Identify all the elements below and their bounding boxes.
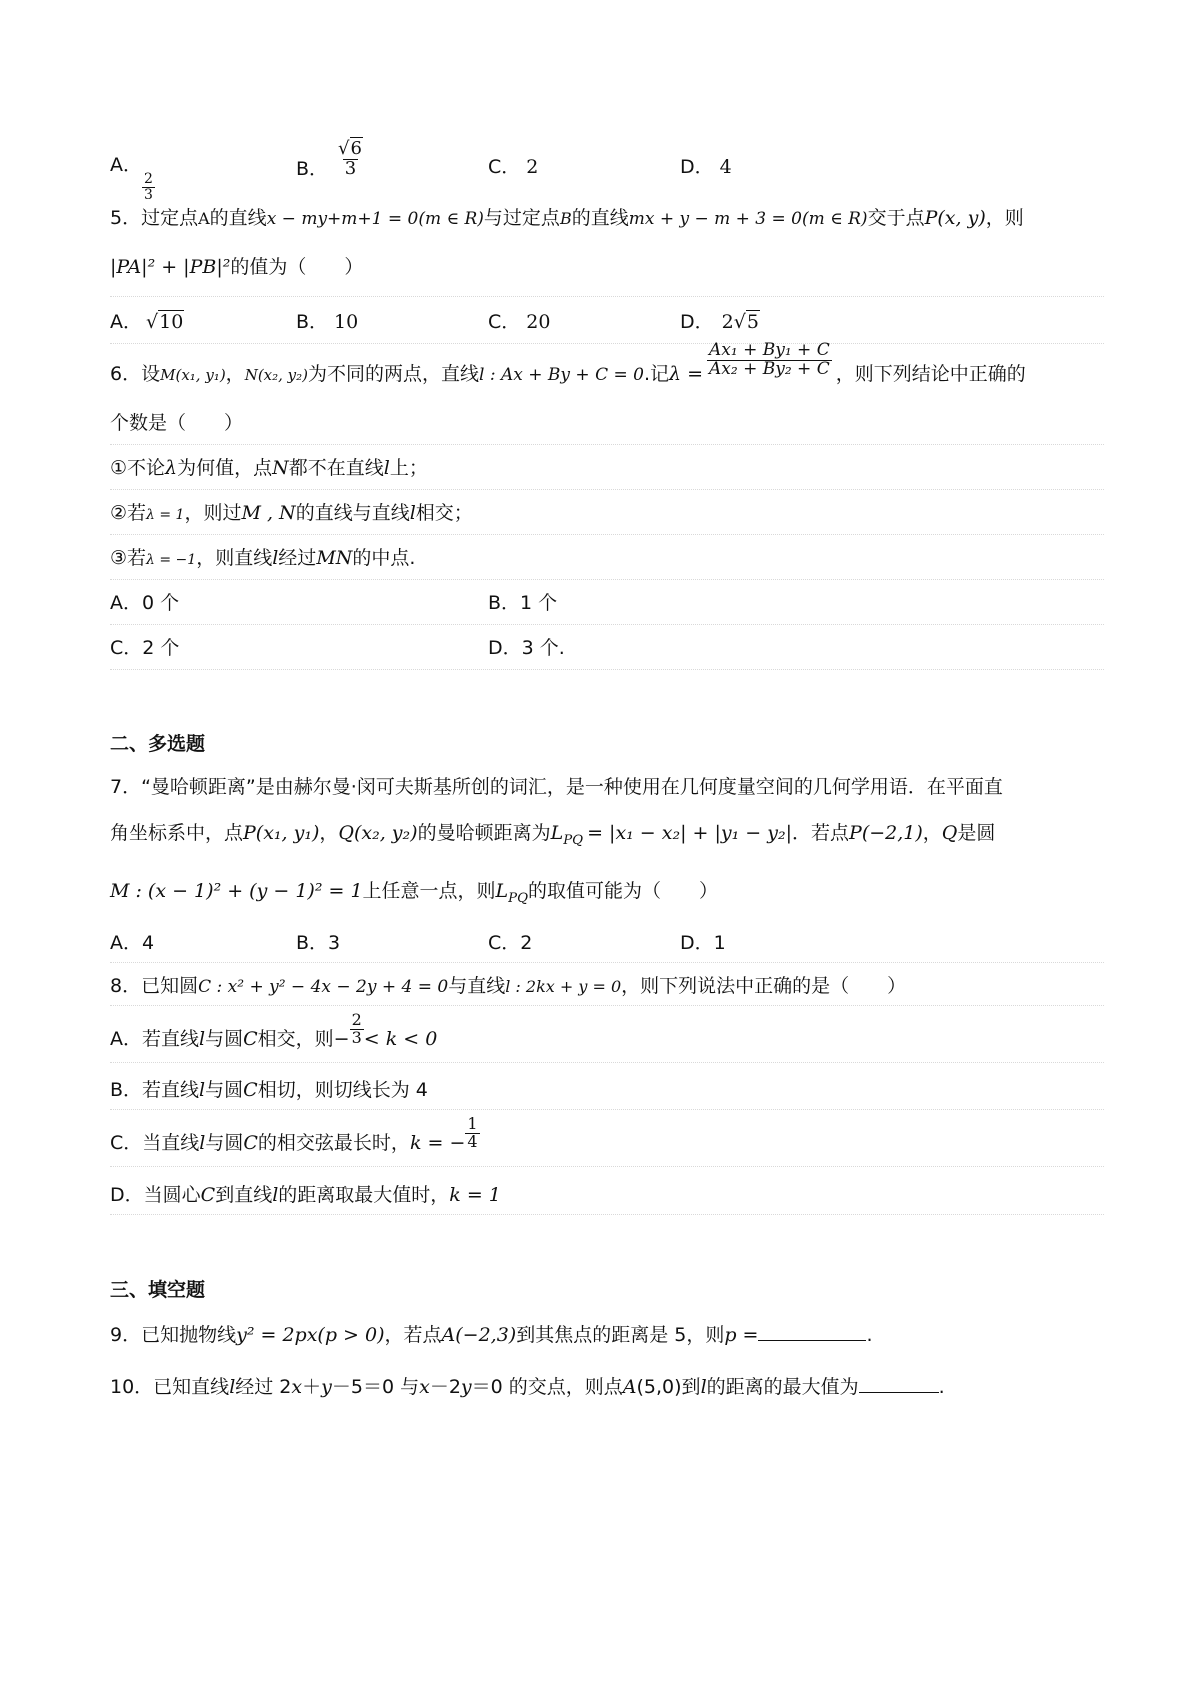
q8-option-b: B．若直线l与圆C相切，则切线长为 4 xyxy=(110,1075,1104,1110)
q5-option-a: A． √10 xyxy=(110,311,184,333)
q6-options-row1 xyxy=(110,588,1104,625)
q9-stem: 9．已知抛物线y² = 2px(p > 0)，若点A(−2,3)到其焦点的距离是 5，则p = . xyxy=(110,1324,873,1346)
q6-options-row2 xyxy=(110,633,1104,670)
q5-stem-line1: 5．过定点A的直线x − my+m+1 = 0(m ∈ R)与过定点B的直线mx + y − m + 3 = 0(m ∈ R)交于点P(x, y)，则 xyxy=(110,207,1024,229)
q6-statement-2: ②若λ = 1，则过M , N的直线与直线l相交； xyxy=(110,498,1104,535)
q8-option-d: D．当圆心C到直线l的距离取最大值时，k = 1 xyxy=(110,1180,1104,1215)
q4-option-a: A． $\frac{2}{3}$ xyxy=(110,154,153,203)
q4-option-b: B． $\frac{√6}{3}$ xyxy=(296,138,362,180)
q7-stem-line3: M : (x − 1)² + (y − 1)² = 1上任意一点，则$L_{PQ}$的取值可能为（ ） xyxy=(110,880,719,906)
q10-stem: 10．已知直线l经过 2x＋y－5＝0 与x－2y＝0 的交点，则点A(5,0)到l的距离的最大值为 . xyxy=(110,1376,945,1398)
q6-option-a: A．0 个 xyxy=(110,592,180,614)
q7-stem-line2: 角坐标系中，点P(x₁, y₁)，Q(x₂, y₂)的曼哈顿距离为$L_{PQ} = |x_1 - x_2| + |y_1 - y_2|$．若点P(−2,1)，Q是圆 xyxy=(110,822,996,848)
q7-stem-line1: 7．“曼哈顿距离”是由赫尔曼·闵可夫斯基所创的词汇，是一种使用在几何度量空间的几何学用语．在平面直 xyxy=(110,776,1003,798)
q6-stem-line1: 6．设$_{M(x_1, y_1)}$，$_{N(x_2, y_2)}$为不同的两点，直线l : Ax + By + C = 0.记λ = $\frac{\text{Ax₁ + By₁ + C}}{\text{Ax₂ + By₂ + C}}$ ，则下列结论中正确的 xyxy=(110,340,1026,385)
q8-stem: 8．已知圆C : x² + y² − 4x − 2y + 4 = 0与直线l : 2kx + y = 0，则下列说法中正确的是（ ） xyxy=(110,971,1104,1006)
q5-option-d: D． 2√5 xyxy=(680,311,759,333)
q5-option-b: B． 10 xyxy=(296,311,359,333)
q8-option-c: C．当直线l与圆C的相交弦最长时，k = − $\frac{1}{4}$ xyxy=(110,1116,1104,1167)
q4-option-d: D． 4 xyxy=(680,156,732,178)
q6-stem-line2: 个数是（ ） xyxy=(110,408,1104,445)
q7-options xyxy=(110,928,1104,963)
q7-option-d: D．1 xyxy=(680,932,726,954)
q6-option-b: B．1 个 xyxy=(488,592,558,614)
q4-option-c: C． 2 xyxy=(488,156,539,178)
q6-statement-1: ①不论λ为何值，点N都不在直线l上； xyxy=(110,453,1104,490)
q5-option-c: C． 20 xyxy=(488,311,551,333)
q7-option-c: C．2 xyxy=(488,932,533,954)
q5-stem-line2: |PA|² + |PB|²的值为（ ） xyxy=(110,252,1104,297)
section-heading-multiple-choice: 二、多选题 xyxy=(110,733,206,755)
q6-statement-3: ③若λ = −1，则直线l经过MN的中点. xyxy=(110,543,1104,580)
q8-option-a: A．若直线l与圆C相交，则− $\frac{2}{3}$ < k < 0 xyxy=(110,1012,1104,1063)
section-heading-fill-in-blank: 三、填空题 xyxy=(110,1279,206,1301)
q6-option-d: D．3 个. xyxy=(488,637,565,659)
q6-option-c: C．2 个 xyxy=(110,637,180,659)
q5-options xyxy=(110,303,1104,344)
q4-options xyxy=(110,138,1104,203)
q10-answer-blank[interactable] xyxy=(859,1392,939,1393)
q9-answer-blank[interactable] xyxy=(758,1340,866,1341)
q7-option-a: A．4 xyxy=(110,932,155,954)
q7-option-b: B．3 xyxy=(296,932,341,954)
